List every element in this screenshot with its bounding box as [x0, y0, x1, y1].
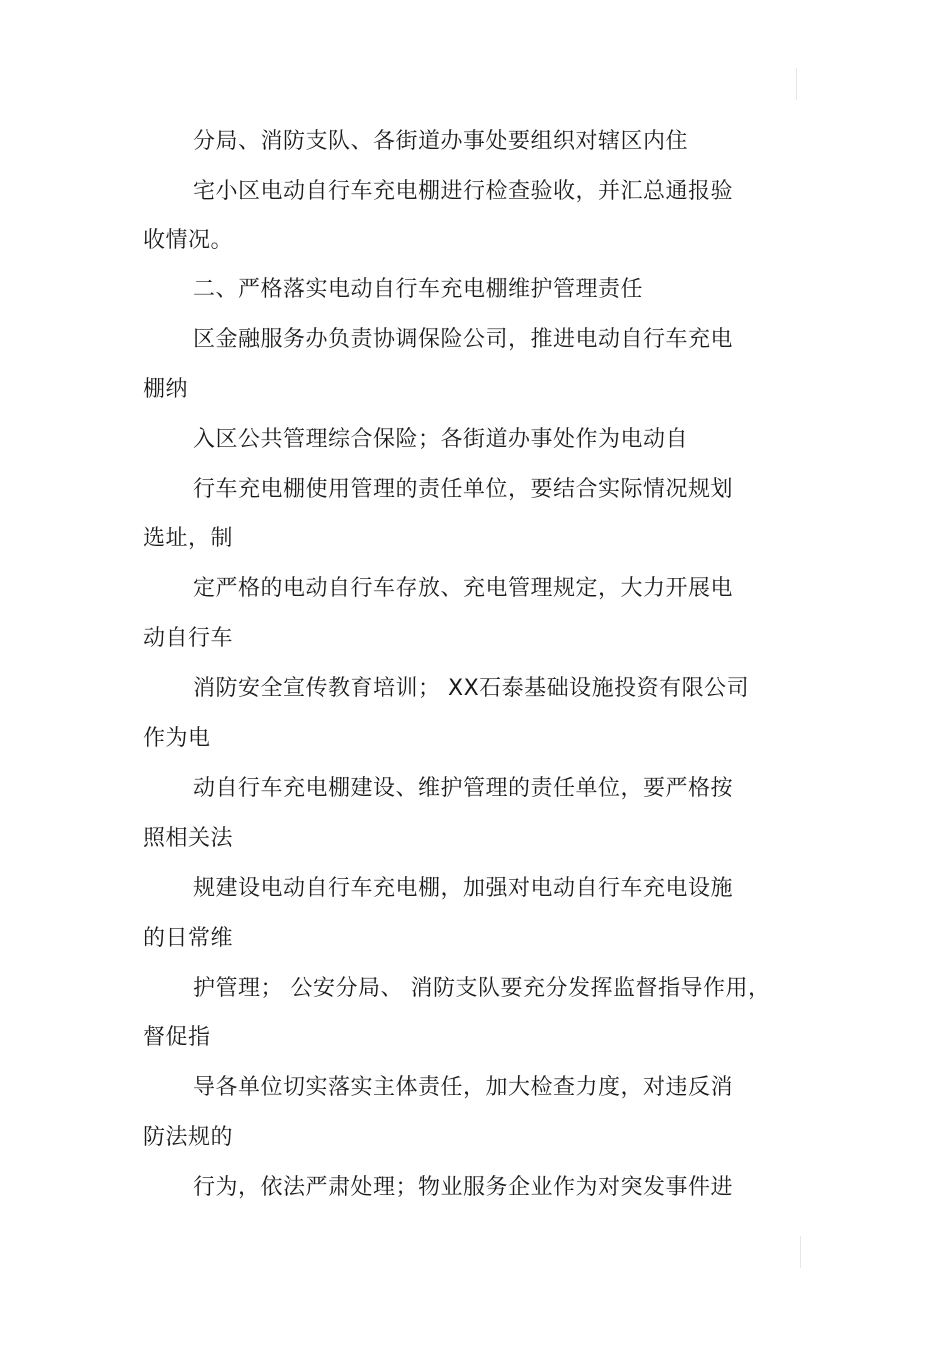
text-line: 行车充电棚使用管理的责任单位，要结合实际情况规划 [193, 477, 734, 502]
text-line: 规建设电动自行车充电棚，加强对电动自行车充电设施 [193, 876, 734, 901]
top-margin-mark [796, 68, 797, 100]
text-line: 行为，依法严肃处理；物业服务企业作为对突发事件进 [193, 1175, 734, 1200]
text-line: 督促指 [143, 1025, 211, 1050]
text-line: 照相关法 [143, 826, 234, 851]
text-line: 的日常维 [143, 926, 234, 951]
text-line: 动自行车 [143, 626, 234, 651]
text-line: 消防安全宣传教育培训； XX石泰基础设施投资有限公司 [193, 676, 750, 701]
text-line: 导各单位切实落实主体责任，加大检查力度，对违反消 [193, 1075, 734, 1100]
bottom-margin-mark [800, 1236, 801, 1268]
text-line: 选址，制 [143, 526, 234, 551]
text-line: 动自行车充电棚建设、维护管理的责任单位，要严格按 [193, 776, 734, 801]
text-line: 防法规的 [143, 1125, 234, 1150]
text-line: 护管理； 公安分局、 消防支队要充分发挥监督指导作用， [193, 976, 771, 1001]
text-line: 分局、消防支队、各街道办事处要组织对辖区内住 [193, 129, 689, 154]
text-line: 棚纳 [143, 377, 189, 402]
text-line: 区金融服务办负责协调保险公司，推进电动自行车充电 [193, 327, 734, 352]
text-line: 宅小区电动自行车充电棚进行检查验收，并汇总通报验 [193, 179, 734, 204]
text-line: 定严格的电动自行车存放、充电管理规定，大力开展电 [193, 576, 734, 601]
text-line: 作为电 [143, 726, 211, 751]
section-heading: 二、严格落实电动自行车充电棚维护管理责任 [193, 277, 644, 302]
text-line: 入区公共管理综合保险；各街道办事处作为电动自 [193, 427, 689, 452]
text-line: 收情况。 [143, 228, 234, 253]
